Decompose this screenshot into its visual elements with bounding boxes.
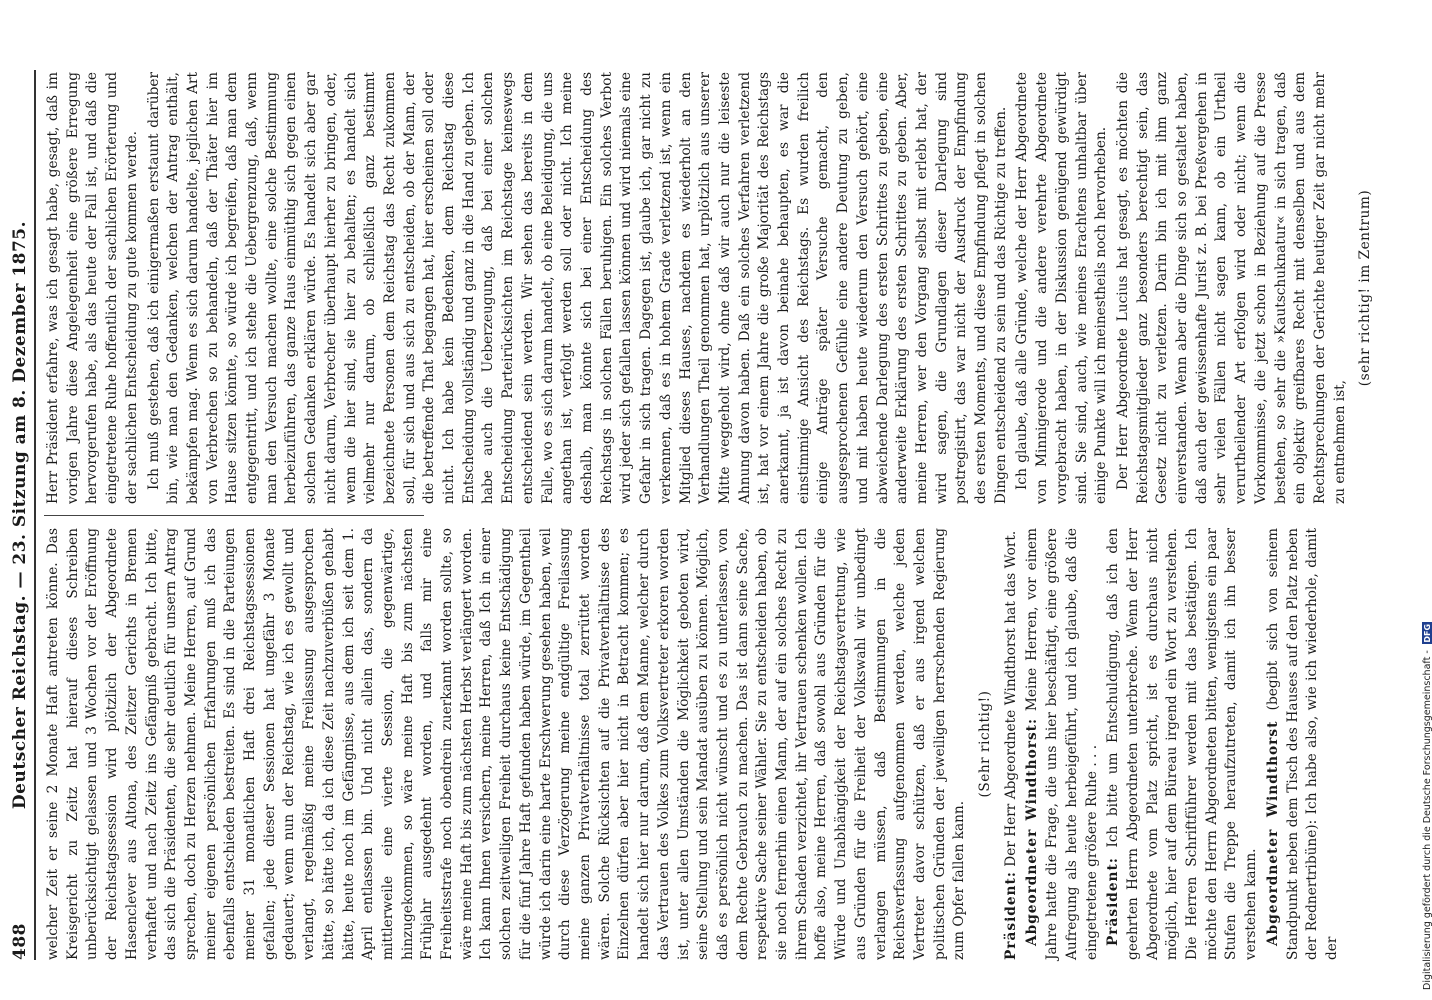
body-paragraph: Ich glaube, daß alle Gründe, welche der Herr Abgeordnete von Minnigerode und die andere verehrte Abgeordnete vorgebracht haben, in der Diskussion genügend gewürdigt sind. Sie sind, auch, wie meines Erachtens unhaltbar über einige Punkte will ich meinestheils noch hervorheben. <box>1014 72 1110 504</box>
body-paragraph: welcher Zeit er seine 2 Monate Haft antreten könne. Das Kreisgericht zu Zeitz hat hierauf dieses Schreiben unberücksichtigt gelassen und 3 Wochen vor der Eröffnung der Reichstagssession wird plötzlich der Abgeordnete Hasenclever aus Altona, des Zeitzer Gerichts in Bremen verhaftet und nach Zeitz ins Gefängniß gebracht. Ich bitte, das sich die Präsidenten, die sehr deutlich für unsern Antrag sprechen, doch zu Herzen nehmen. Meine Herren, auf Grund meiner eigenen persönlichen Erfahrungen muß ich das ebenfalls entschieden bestreiten. Es sind in die Parteiungen meiner 31 monatlichen Haft drei Reichstagssessionen gefallen; jede dieser Sessionen hat ungefähr 3 Monate gedauert; wenn nun der Reichstag, wie ich es gewollt und verlangt, regelmäßig meine Freilassung ausgesprochen hätte, so hätte ich, da ich diese Zeit nachzuverbüßen gehabt hätte, heute noch im Gefängnisse, aus dem ich seit dem 1. April entlassen bin. Und nicht allein das, sondern da mittlerweile eine vierte Session, die gegenwärtige, hinzugekommen, so wäre meine Haft bis zum nächsten Frühjahr ausgedehnt worden, und falls mir eine Freiheitsstrafe noch obendrein zuerkannt worden sollte, so wäre meine Haft bis zum nächsten Herbst verlängert worden. Ich kann Ihnen versichern, meine Herren, daß Ich in einer solchen zeitweiligen Freiheit durchaus keine Entschädigung für die fünf Jahre Haft gefunden haben würde, im Gegentheil würde ich darin eine harte Erschwerung gesehen haben, weil durch diese Verzögerung meine endgültige Freilassung meine ganzen Privatverhältnisse total zerrüttet worden wären. Solche Rücksichten auf die Privatverhältnisse des Einzelnen dürfen aber hier nicht in Betracht kommen; es handelt sich hier nur darum, daß dem Manne, welcher durch das Vertrauen des Volkes zum Volksvertreter erkoren worden ist, unter allen Umständen die Möglichkeit geboten wird, seine Stellung und sein Mandat ausüben zu können. Möglich, daß es persönlich nicht wünscht und es zu unterlassen, von dem Rechte Gebrauch zu machen. Das ist dann seine Sache, respektive Sache seiner Wähler. Sie zu entscheiden haben, ob sie noch fernerhin einen Mann, der auf ein solches Recht zu ihrem Schaden verzichtet, ihr Vertrauen schenken wollen. Ich hoffe also, meine Herren, daß sowohl aus Gründen für die Würde und Unabhängigkeit der Reichstagsvertretung, wie aus Gründen für die Freiheit der Volkswahl wir unbedingt verlangen müssen, daß Bestimmungen in die Reichsverfassung aufgenommen werden, welche jeden Vertreter davor schützen, daß er aus irgend welchen politischen Gründen der jeweiligen herrschenden Regierung zum Opfer fallen kann. <box>45 528 968 960</box>
right-column <box>44 72 1382 504</box>
column-divider <box>44 515 424 516</box>
body-paragraph: Herr Präsident erfahre, was ich gesagt habe, gesagt, daß im vorigen Jahre diese Angelegenheit eine größere Erregung hervorgerufen habe, als das heute der Fall ist, und daß die eingetretene Ruhe hoffentlich der sachlichen Erörterung und der sachlichen Entscheidung zu gute kommen werde. <box>45 72 140 504</box>
body-paragraph: Der Herr Abgeordnete Lucius hat gesagt, es möchten die Reichstagsmitglieder ganz besonders berechtigt sein, das Gesetz nicht zu verletzen. Darin bin ich mit ihm ganz einverstanden. Wenn aber die Dinge sich so gestaltet haben, daß auch der gewissenhafte Jurist z. B. bei Preßvergehen in sehr vielen Fällen nicht sagen kann, ob ein Urtheil verurtheilender Art erfolgen wird oder nicht; wenn die Vorkommnisse, die jetzt schon in Beziehung auf die Presse bestehen, so sehr die »Kautschuknatur« in sich tragen, daß ein objektiv greifbares Recht mit denselben und aus dem Rechtsprechungen der Gerichte heutiger Zeit gar nicht mehr zu entnehmen ist, <box>1114 72 1348 504</box>
credit-text: Digitalisierung gefördert durch die Deutsche Forschungsgemeinschaft - <box>1421 650 1432 990</box>
header-rule <box>34 70 36 960</box>
speaker-name: Präsident: <box>1105 857 1122 946</box>
speaker-name: Präsident: <box>1002 871 1019 960</box>
speech-text: Meine Herren, vor einem Jahre hatte die Frage, die uns hier beschäftigt, eine größere Aufregung als heute herbeigeführt, und ich glaube, daß die eingetretene größere Ruhe . . . <box>1024 528 1100 960</box>
speech-text: Der Herr Abgeordnete Windthorst hat das Wort. <box>1002 530 1019 867</box>
running-title: Deutscher Reichstag. — 23. Sitzung am 8. Dezember 1875. <box>10 220 30 810</box>
speech-paragraph <box>1023 528 1102 960</box>
applause-note: (Sehr richtig!) <box>977 690 994 798</box>
dfg-logo: DFG <box>1422 623 1432 643</box>
body-paragraph: Ich muß gestehen, daß ich einigermaßen erstaunt darüber bin, wie man den Gedanken, welchen der Antrag enthält, bekämpfen mag. Wenn es sich darum handelte, jeglichen Art von Verbrechen so zu behandeln, daß der Thäter hier im Hause sitzen könnte, so würde ich begreifen, daß man dem entgegentritt, und ich stehe die Uebergrenzung, daß, wenn man den Versuch machen wollte, eine solche Bestimmung herbeizuführen, das ganze Haus einmüthig sich gegen einen solchen Gedanken erklären würde. Es handelt sich aber gar nicht darum, Verbrecher überhaupt hierher zu bringen, oder, wenn die hier sind, sie hier zu behalten; es handelt sich vielmehr nur darum, ob schließlich ganz bestimmt bezeichnete Personen dem Reichstag das Recht zukommen soll, für sich und aus sich zu entscheiden, ob der Mann, der die betreffende That begangen hat, hier erscheinen soll oder nicht. Ich habe kein Bedenken, dem Reichstag diese Entscheidung vollständig und ganz in die Hand zu geben. Ich habe auch die Ueberzeugung, daß bei einer solchen Entscheidung Parteirücksichten im Reichstage keineswegs entscheidend sein werden. Wir sehen das bereits in dem Falle, wo es sich darum handelt, ob eine Beleidigung, die uns angethan ist, verfolgt werden soll oder nicht. Ich meine deshalb, man könnte sich bei einer Entscheidung des Reichstags in solchen Fällen beruhigen. Ein solches Verbot wird jeder sich gefallen lassen können und wird niemals eine Gefahr in sich tragen. Dagegen ist, glaube ich, gar nicht zu verkennen, daß es in hohem Grade verletzend ist, wenn ein Mitglied dieses Hauses, nachdem es wiederholt an den Verhandlungen Theil genommen hat, urplötzlich aus unserer Mitte weggeholt wird, ohne daß wir auch nur die leiseste Ahnung davon haben. Daß ein solches Verfahren verletzend ist, hat vor einem Jahre die große Majorität des Reichstags anerkannt, ja ist davon beinahe behaupten, es war die einstimmige Ansicht des Reichstags. Es wurden freilich einige Anträge später Versuche gemacht, den ausgesprochenen Gefühle eine andere Deutung zu geben, und mit haben heute wiederum den Versuch gehört, eine abweichende Darlegung des ersten Schrittes zu geben, eine anderweite Erklärung des ersten Schrittes zu geben. Aber, meine Herren, wer den Vorgang selbst mit erlebt hat, der wird sagen, die Grundlagen dieser Darlegung sind postregistirt, das war nicht der Ausdruck der Empfindung des ersten Moments, und diese Empfindung pflegt in solchen Dingen entscheidend zu sein und das Richtige zu treffen. <box>145 72 1009 504</box>
applause-note: (sehr richtig! im Zentrum) <box>1357 189 1374 387</box>
speech-text: Ich bitte um Entschuldigung, daß ich den geehrten Herrn Abgeordneten unterbreche. Wenn der Herr Abgeordnete vom Platz spricht, ist es durchaus nicht möglich, hier auf dem Büreau irgend ein Wort zu verstehen. Die Herren Schriftführer werden mit das bestätigen. Ich möchte den Herrn Abgeordneten bitten, wenigstens ein paar Stufen die Treppe heraufzutreten, damit ich ihn besser verstehen kann. <box>1105 528 1260 960</box>
speaker-name: Abgeordneter Windthorst: <box>1024 717 1041 946</box>
speaker-name: Abgeordneter Windthorst <box>1264 720 1281 946</box>
page-number: 488 <box>10 923 30 960</box>
left-column <box>44 528 1345 960</box>
page-header <box>10 70 34 960</box>
speech-paragraph <box>1104 528 1262 960</box>
speech-text: (begibt sich von seinem Standpunkt neben dem Tisch des Hauses auf den Platz neben der Rednertribüne): Ich habe also, wie ich wiederhole, damit der <box>1264 528 1340 960</box>
speech-paragraph <box>1264 528 1343 960</box>
digitization-credit <box>1420 0 1432 990</box>
speech-paragraph <box>1002 528 1022 960</box>
